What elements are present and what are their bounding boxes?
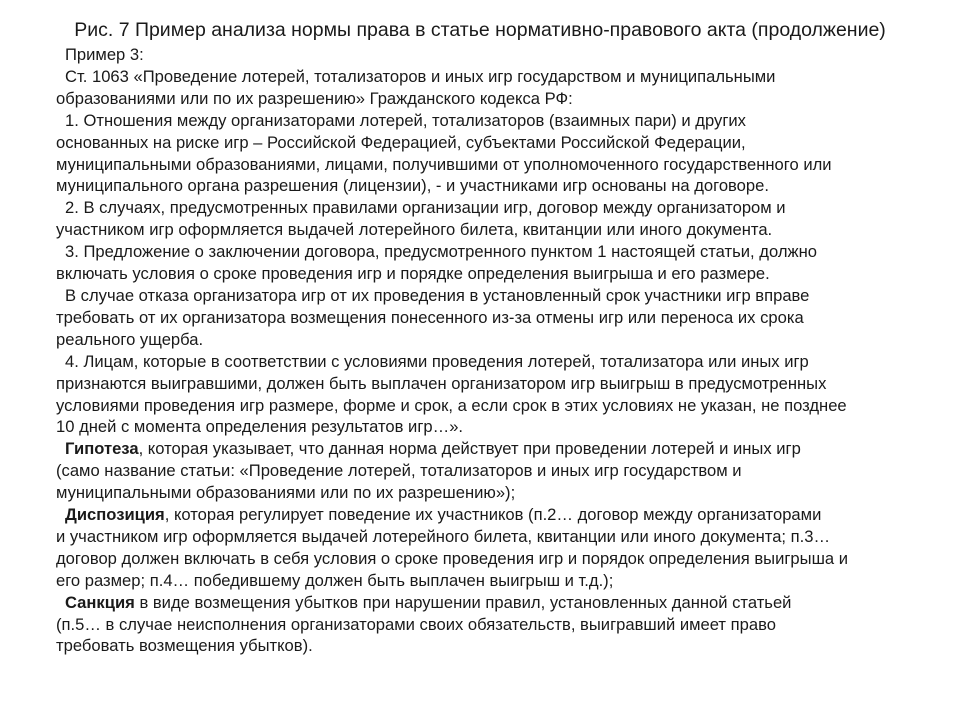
slide-title: Рис. 7 Пример анализа нормы права в статье нормативно-правового акта (продолжение) <box>74 19 886 41</box>
clause-3b-line-3: реального ущерба. <box>56 329 204 349</box>
sanction-term: Санкция <box>65 592 135 612</box>
article-line-1: Ст. 1063 «Проведение лотерей, тотализаторов и иных игр государством и муниципальными <box>65 66 776 86</box>
disposition-line-1 <box>56 504 922 526</box>
hypothesis-line-3: муниципальными образованиями или по их разрешению»); <box>56 483 516 503</box>
disposition-term: Диспозиция <box>65 505 165 525</box>
hypothesis-line-1 <box>56 438 922 460</box>
clause-3-line-2: включать условия о сроке проведения игр и порядке определения выигрыша и его размере. <box>56 264 770 284</box>
sanction-text: в виде возмещения убытков при нарушении правил, установленных данной статьей <box>134 592 792 612</box>
disposition-line-4: его размер; п.4… победившему должен быть выплачен выигрыш и т.д.); <box>56 570 614 590</box>
clause-4-line-1: 4. Лицам, которые в соответствии с условиями проведения лотерей, тотализатора или иных игр <box>65 351 809 371</box>
clause-3b-line-1: В случае отказа организатора игр от их проведения в установленный срок участники игр вправе <box>65 285 810 305</box>
sanction-line-2: (п.5… в случае неисполнения организаторами своих обязательств, выигравший имеет право <box>56 614 776 634</box>
clause-1-line-2: основанных на риске игр – Российской Федерацией, субъектами Российской Федерации, <box>56 132 746 152</box>
clause-2-line-1: 2. В случаях, предусмотренных правилами организации игр, договор между организатором и <box>65 198 786 218</box>
clause-1-line-3: муниципальными образованиями, лицами, получившими от уполномоченного государственного или <box>56 154 832 174</box>
disposition-line-2: и участником игр оформляется выдачей лотерейного билета, квитанции или иного документа; п.3… <box>56 526 831 546</box>
clause-2-line-2: участником игр оформляется выдачей лотерейного билета, квитанции или иного документа. <box>56 220 773 240</box>
clause-1-line-4: муниципального органа разрешения (лицензии), - и участниками игр основаны на договоре. <box>56 176 769 196</box>
clause-3-line-1: 3. Предложение о заключении договора, предусмотренного пунктом 1 настоящей статьи, должно <box>65 242 817 262</box>
disposition-text: , которая регулирует поведение их участников (п.2… договор между организаторами <box>164 505 822 525</box>
sanction-line-3: требовать возмещения убытков). <box>56 636 313 656</box>
slide-body-text <box>56 44 922 657</box>
clause-4-line-2: признаются выигравшими, должен быть выплачен организатором игр выигрыш в предусмотренных <box>56 373 827 393</box>
hypothesis-term: Гипотеза <box>65 439 139 459</box>
sanction-line-1 <box>56 592 922 614</box>
article-line-2: образованиями или по их разрешению» Гражданского кодекса РФ: <box>56 88 573 108</box>
disposition-line-3: договор должен включать в себя условия о сроке проведения игр и порядок определения выигрыша и <box>56 548 848 568</box>
clause-4-line-4: 10 дней с момента определения результатов игр…». <box>56 417 464 437</box>
clause-1-line-1: 1. Отношения между организаторами лотерей, тотализаторов (взаимных пари) и других <box>65 110 746 130</box>
hypothesis-text: , которая указывает, что данная норма действует при проведении лотерей и иных игр <box>138 439 801 459</box>
example-heading: Пример 3: <box>65 45 144 64</box>
clause-3b-line-2: требовать от их организатора возмещения понесенного из-за отмены игр или переноса их срока <box>56 307 804 327</box>
clause-4-line-3: условиями проведения игр размере, форме и срок, а если срок в этих условиях не указан, не позднее <box>56 395 847 415</box>
hypothesis-line-2: (само название статьи: «Проведение лотерей, тотализаторов и иных игр государством и <box>56 461 742 481</box>
